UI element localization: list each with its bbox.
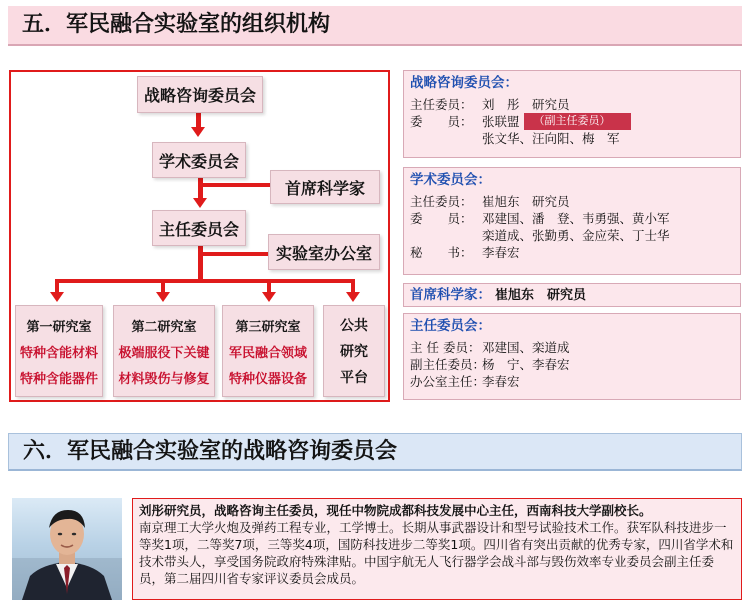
- director-label: 主任委员：: [410, 194, 473, 209]
- connector: [198, 243, 203, 281]
- arrow-down-icon: [193, 198, 207, 208]
- members-value: 张文华、汪向阳、梅 军: [482, 131, 620, 146]
- arrow-down-icon: [262, 292, 276, 302]
- lab-name: 第三研究室: [235, 319, 301, 335]
- connector: [198, 178, 203, 200]
- lab-name: 第一研究室: [26, 319, 92, 335]
- portrait-illustration: [12, 498, 122, 600]
- connector: [203, 183, 273, 187]
- director-committee-info: [403, 313, 741, 400]
- arrow-down-icon: [156, 292, 170, 302]
- director-value: 崔旭东 研究员: [482, 194, 570, 209]
- consult-committee-info: [403, 70, 741, 158]
- platform-line: 研究: [340, 344, 368, 360]
- deputy-director-tag: （副主任委员）: [524, 113, 631, 130]
- lab-field: 特种含能材料: [19, 345, 98, 361]
- bio-lead: 刘彤研究员，战略咨询主任委员，现任中物院成都科技发展中心主任，西南科技大学副校长。: [139, 503, 652, 518]
- chief-scientist-heading: 首席科学家：: [410, 287, 491, 303]
- members-label: 委 员：: [410, 114, 473, 129]
- node-consult-committee: 战略咨询委员会: [137, 76, 263, 113]
- arrow-down-icon: [346, 292, 360, 302]
- role-value: 邓建国、栾道成: [482, 340, 570, 355]
- bio-body: 南京理工大学火炮及弹药工程专业，工学博士。长期从事武器设计和型号试验技术工作。获军队科技进步一等奖1项，二等奖7项，三等奖4项，国防科技进步二等奖1项。四川省有突出贡献的优秀专家，四川省学术和技术带头人，享受国务院政府特殊津贴。中国宇航无人飞行器学会战斗部与毁伤效率专业委员会副主任委员，第二届四川省专家评议委员会成员。: [139, 520, 734, 586]
- role-value: 李春宏: [482, 374, 520, 389]
- members-value: 栾道成、张勤勇、金应荣、丁士华: [482, 228, 670, 243]
- role-label: 主 任 委员：: [410, 340, 481, 355]
- role-label: 副主任委员：: [410, 357, 486, 372]
- connector: [351, 279, 355, 293]
- secretary-value: 李春宏: [482, 245, 520, 260]
- members-value: 张联盟: [482, 114, 520, 129]
- director-committee-heading: 主任委员会：: [410, 318, 491, 334]
- academic-committee-heading: 学术委员会：: [410, 172, 491, 188]
- lab-field: 材料毁伤与修复: [118, 371, 210, 387]
- node-academic-committee: 学术委员会: [152, 142, 246, 178]
- members-value: 邓建国、潘 登、韦勇强、黄小军: [482, 211, 670, 226]
- platform-line: 平台: [340, 370, 368, 386]
- public-platform-box: [323, 305, 385, 397]
- lab-name: 第二研究室: [131, 319, 197, 335]
- node-chief-scientist: 首席科学家: [270, 170, 380, 204]
- members-label: 委 员：: [410, 211, 473, 226]
- role-value: 杨 宁、李春宏: [482, 357, 570, 372]
- director-label: 主任委员：: [410, 97, 473, 112]
- lab-field: 极端服役下关键: [118, 345, 210, 361]
- lab-box-3: [222, 305, 314, 397]
- chief-scientist-info: [403, 283, 741, 307]
- consult-committee-heading: 战略咨询委员会：: [410, 75, 518, 91]
- connector: [55, 279, 59, 293]
- lab-box-2: [113, 305, 215, 397]
- connector: [203, 252, 268, 256]
- section6-title: 六．军民融合实验室的战略咨询委员会: [8, 433, 742, 471]
- role-label: 办公室主任：: [410, 374, 486, 389]
- node-lab-office: 实验室办公室: [268, 234, 380, 270]
- arrow-down-icon: [191, 127, 205, 137]
- director-value: 刘 彤 研究员: [482, 97, 570, 112]
- academic-committee-info: [403, 167, 741, 275]
- portrait-photo: [12, 498, 122, 600]
- connector: [55, 279, 355, 283]
- lab-field: 特种含能器件: [19, 371, 98, 387]
- chief-scientist-value: 崔旭东 研究员: [494, 288, 586, 303]
- secretary-label: 秘 书：: [410, 245, 473, 260]
- section5-title: 五．军民融合实验室的组织机构: [8, 6, 742, 46]
- arrow-down-icon: [50, 292, 64, 302]
- connector: [267, 279, 271, 293]
- bio-text-box: [132, 498, 742, 600]
- platform-line: 公共: [340, 318, 368, 334]
- node-director-committee: 主任委员会: [152, 210, 246, 246]
- lab-box-1: [15, 305, 103, 397]
- lab-field: 军民融合领域: [228, 345, 307, 361]
- connector: [161, 279, 165, 293]
- lab-field: 特种仪器设备: [228, 371, 307, 387]
